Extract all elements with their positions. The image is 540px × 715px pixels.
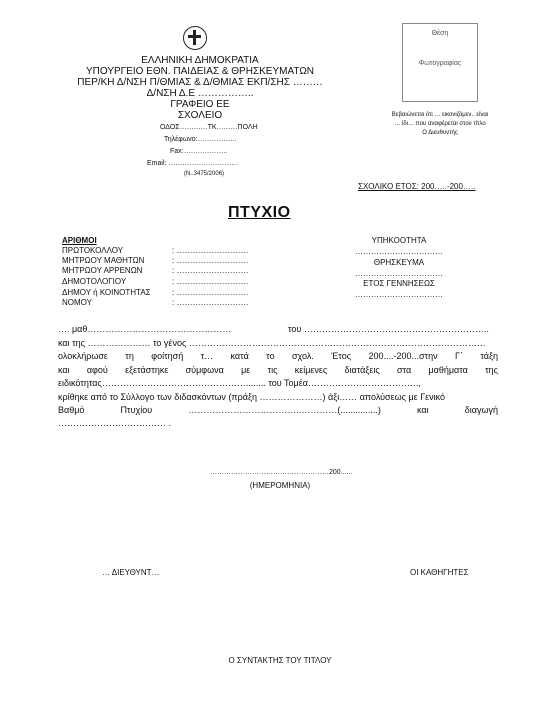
citizenship-label: ΥΠΗΚΟΟΤΗΤΑ <box>371 236 427 245</box>
header-email: Email: ………………………… <box>147 160 239 167</box>
religion-value: …………………………… <box>355 269 443 278</box>
body-grade: Βαθμό Πτυχίου ………………………………..…………(...............) και διαγωγή <box>58 405 498 415</box>
numbers-label: ΝΟΜΟΥ <box>62 298 92 307</box>
certification-line1: Βεβαιώνεται ότι … εικονιζόμεν.. είναι <box>391 112 489 118</box>
photo-label: Θέση <box>431 30 449 37</box>
numbers-label: ΔΗΜΟΤΟΛΟΓΙΟΥ <box>62 277 127 286</box>
body-judged: κρίθηκε από το Σύλλογο των διδασκόντων (πράξη …………………) άξι…… απολύσεως με Γενικό <box>58 392 446 402</box>
body-examined: και αφού εξετάστηκε σύμφωνα με τις κείμενες διατάξεις στα μαθήματα της <box>58 365 498 375</box>
numbers-label: ΜΗΤΡΩΟΥ ΑΡΡΕΝΩΝ <box>62 266 143 275</box>
body-completed: ολοκλήρωσε τη φοίτησή τ… κατά το σχολ. Έτος 200....-200...στην Γ΄ τάξη <box>58 351 498 361</box>
header-fax: Fax:………………. <box>170 148 228 155</box>
birth-year-label: ΕΤΟΣ ΓΕΝΝΗΣΕΩΣ <box>363 279 435 288</box>
numbers-value: : ……………………… <box>172 256 249 265</box>
header-school: ΣΧΟΛΕΙΟ <box>177 110 223 121</box>
header-directorate: Δ/ΝΣΗ Δ.Ε …………….. <box>146 88 254 99</box>
date-line: ……………………………………………200...... <box>210 469 353 476</box>
numbers-value: : ……………………… <box>172 277 249 286</box>
header-office: ΓΡΑΦΕΙΟ ΕΕ <box>170 99 230 110</box>
numbers-label: ΠΡΩΤΟΚΟΛΛΟΥ <box>62 246 124 255</box>
header-regional-directorate: ΠΕΡ/ΚΗ Δ/ΝΣΗ Π/ΘΜΙΑΣ & Δ/ΘΜΙΑΣ ΕΚΠ/ΣΗΣ ……… <box>77 77 323 88</box>
certification-line2: … ίδι… που αναφέρεται στον τίτλο <box>394 121 486 127</box>
numbers-value: : ……………………… <box>172 288 249 297</box>
director-signature: … ΔΙΕΥΘΥΝΤ… <box>102 568 160 577</box>
header-country: ΕΛΛΗΝΙΚΗ ΔΗΜΟΚΡΑΤΙΑ <box>141 55 259 66</box>
birth-year-value: …………………………… <box>355 290 443 299</box>
citizenship-value: …………………………… <box>355 247 443 256</box>
certification-line3: Ο Διευθυντής <box>422 130 458 136</box>
numbers-value: : ……………………… <box>172 246 249 255</box>
school-year: ΣΧΟΛΙΚΟ ΕΤΟΣ: 200…..-200….. <box>358 182 476 191</box>
photo-text: Φωτογραφίας <box>418 60 462 67</box>
page-title: ΠΤΥΧΙΟ <box>228 204 291 221</box>
body-father-name: του …………………………………………………….. <box>288 324 489 334</box>
numbers-value: : ……………………… <box>172 266 249 275</box>
author-signature: Ο ΣΥΝΤΑΚΤΗΣ ΤΟΥ ΤΙΤΛΟΥ <box>228 656 332 665</box>
header-ministry: ΥΠΟΥΡΓΕΙΟ ΕΘΝ. ΠΑΙΔΕΙΑΣ & ΘΡΗΣΚΕΥΜΑΤΩΝ <box>85 66 315 77</box>
header-law: (Ν..3475/2006) <box>184 171 225 177</box>
photo-placeholder <box>402 23 478 102</box>
numbers-label: ΔΗΜΟΥ ή ΚΟΙΝΟΤΗΤΑΣ <box>62 288 151 297</box>
body-specialty: ειδικότητας…………………………………………........ του Τομέα………………………………., <box>58 378 421 388</box>
date-label: (ΗΜΕΡΟΜΗΝΙΑ) <box>249 481 311 490</box>
header-address: ΟΔΟΣ…………ΤΚ………ΠΟΛΗ <box>160 124 258 131</box>
religion-label: ΘΡΗΣΚΕΥΜΑ <box>373 258 425 267</box>
numbers-heading: ΑΡΙΘΜΟΙ <box>62 236 97 245</box>
body-student-name: …. μαθ………………………………………… <box>58 324 232 334</box>
greek-emblem-icon <box>183 26 207 50</box>
numbers-label: ΜΗΤΡΩΟΥ ΜΑΘΗΤΩΝ <box>62 256 145 265</box>
numbers-value: : ……………………… <box>172 298 249 307</box>
header-phone: Τηλέφωνο:…………….. <box>164 136 237 143</box>
body-mother-name: και της ………………… το γένος ……………………………………………………………………………………… <box>58 338 486 348</box>
teachers-signature: ΟΙ ΚΑΘΗΓΗΤΕΣ <box>410 568 469 577</box>
ministry-header <box>100 55 300 66</box>
body-conduct: ……………………………… . <box>58 418 172 428</box>
